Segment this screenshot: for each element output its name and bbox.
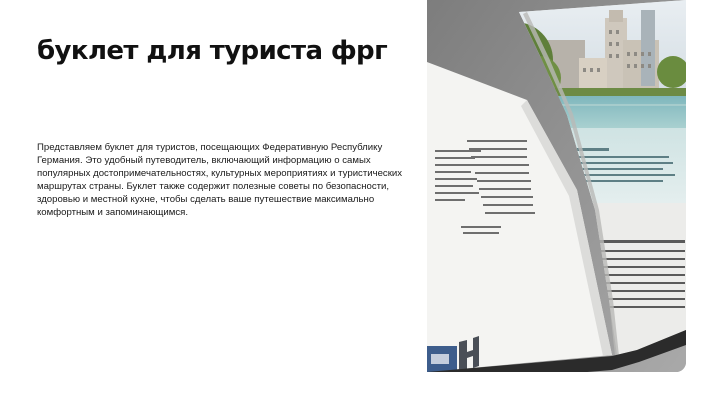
slide-description: Представляем буклет для туристов, посещающих Федеративную Республику Германия. Это удобный путеводитель, включающий информацию о самых популярных достопримечательностях, культурных мероприятиях и туристических маршрутах страны. Буклет также содержит полезные советы по безопасности, здоровью и местной кухне, чтобы сделать ваше путешествие максимально комфортным и запоминающимся. bbox=[37, 142, 403, 218]
brochure-photo bbox=[427, 0, 686, 372]
slide-title: буклет для туриста фрг bbox=[37, 36, 388, 66]
